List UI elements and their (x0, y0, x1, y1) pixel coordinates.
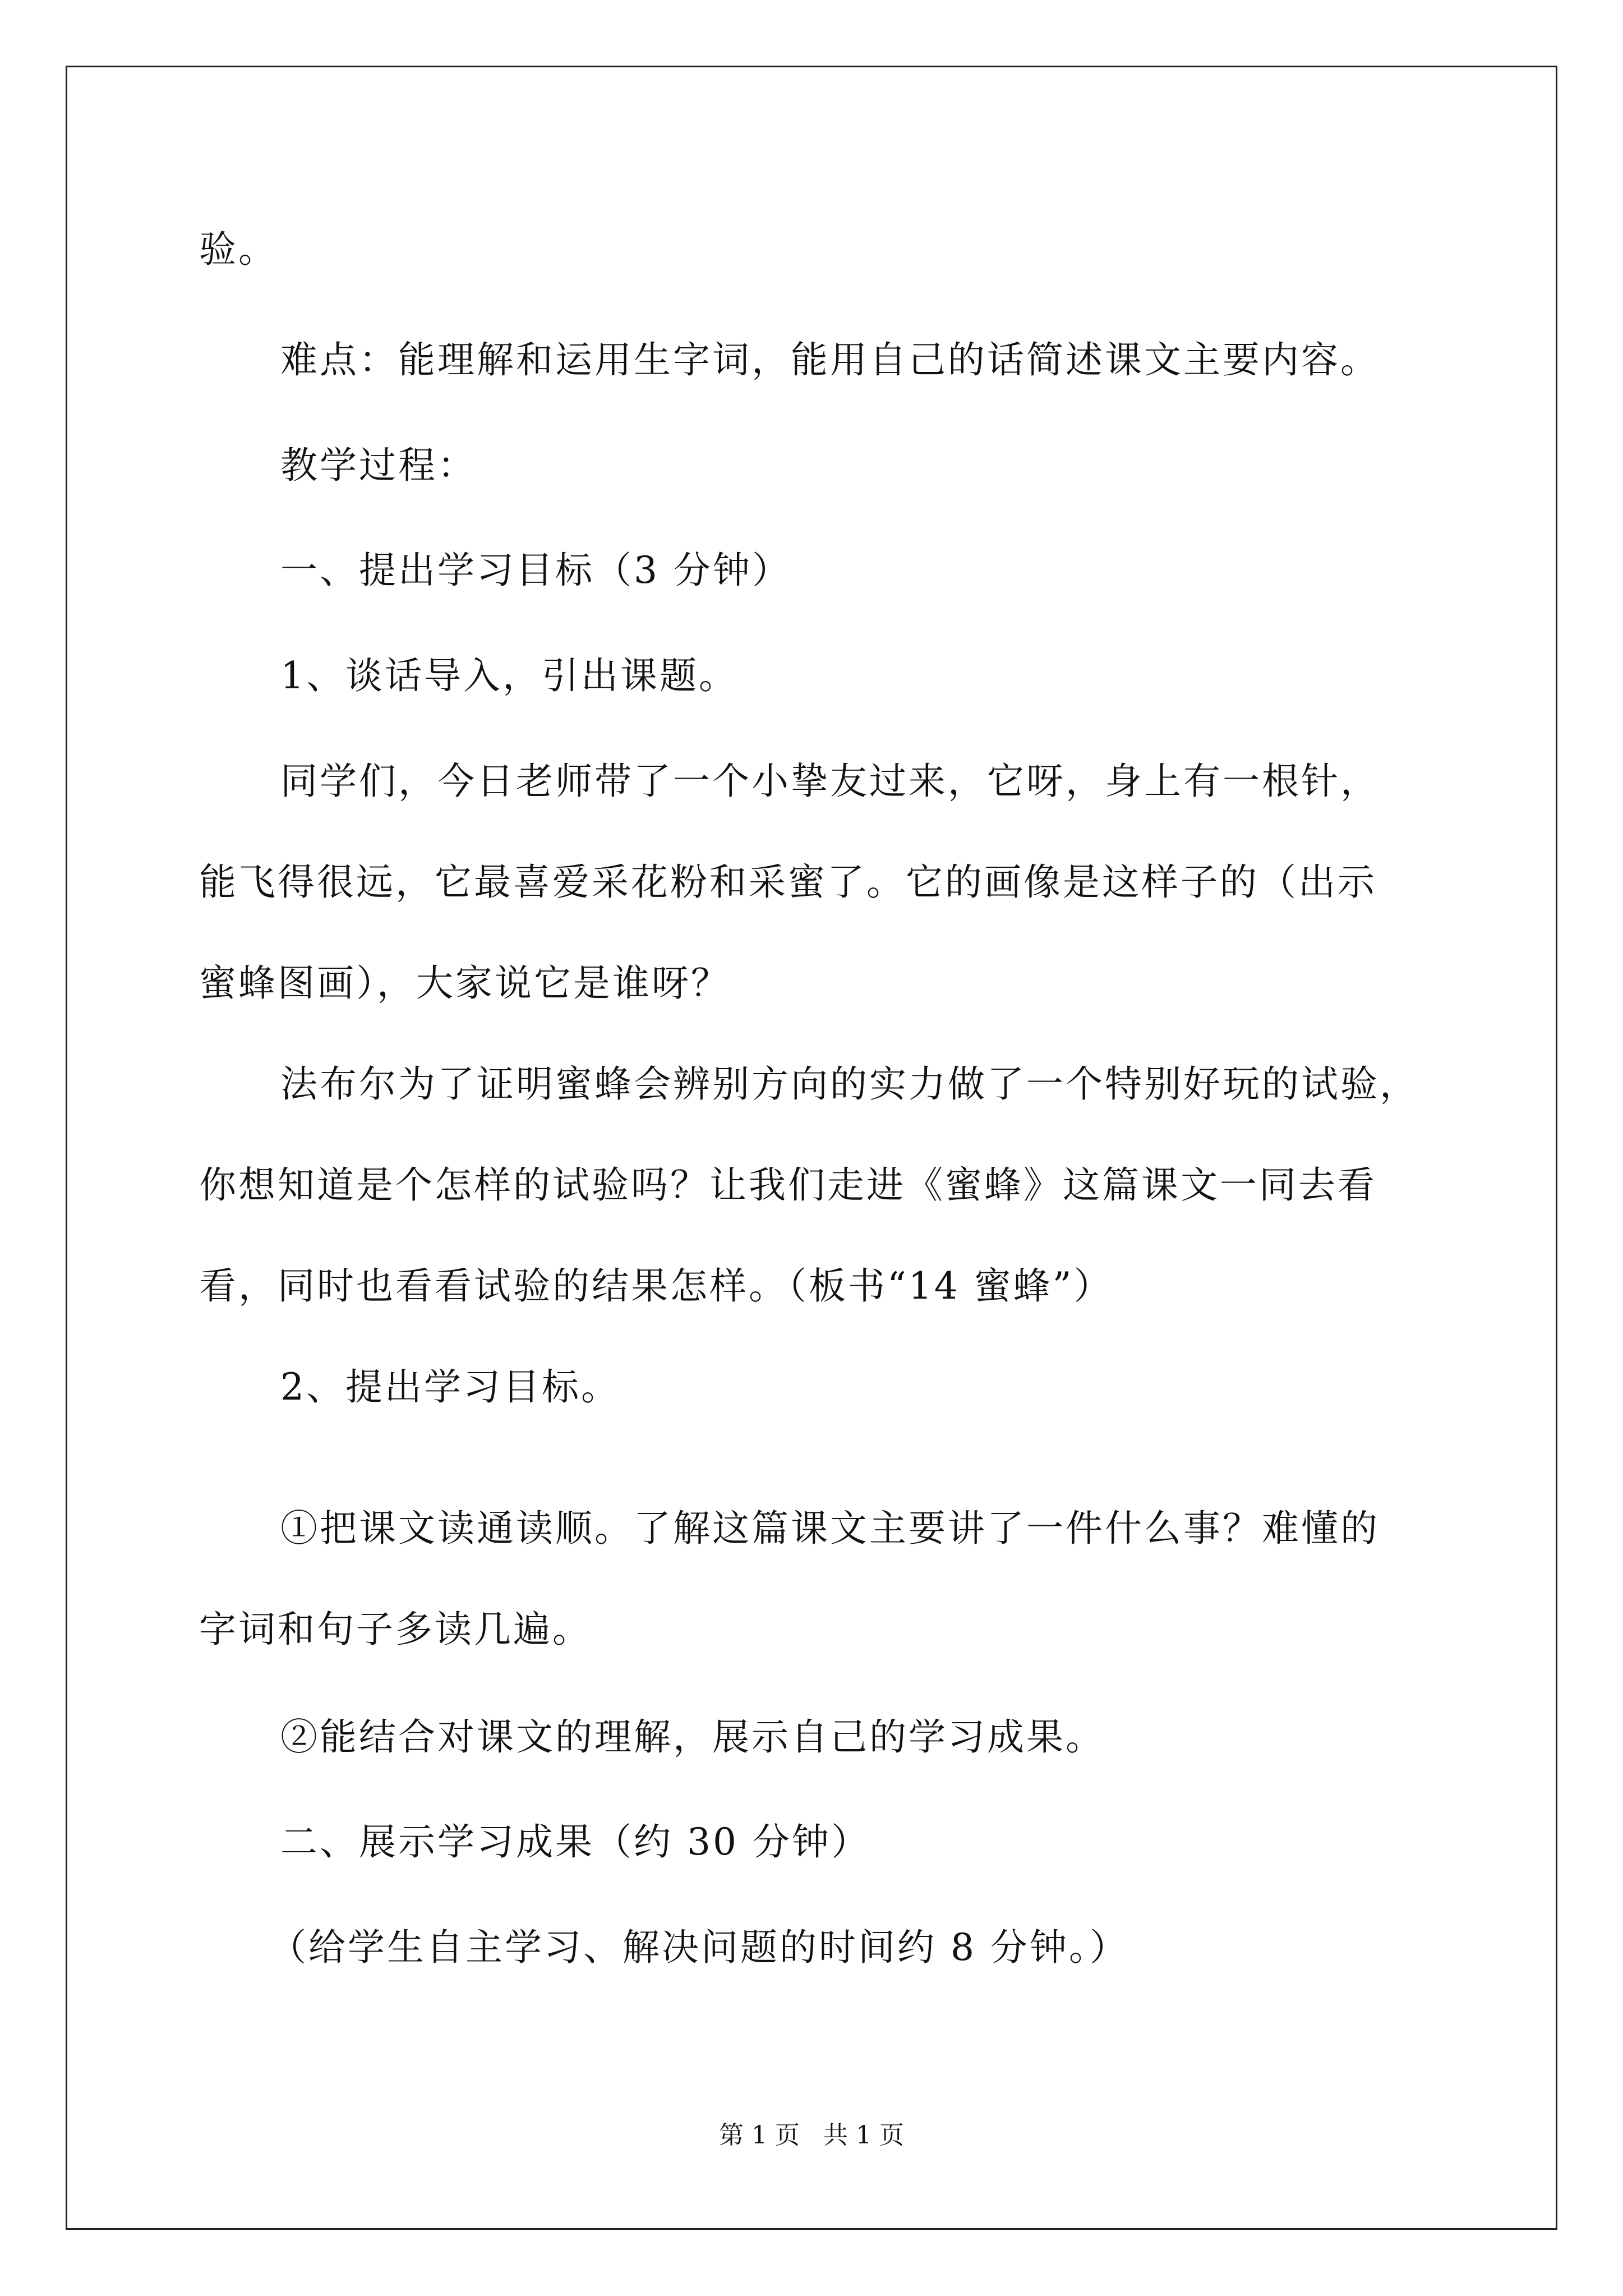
text-line: 字词和句子多读几遍。 (199, 1608, 592, 1651)
text-line: 验。 (199, 228, 278, 271)
text-line: 蜜蜂图画），大家说它是谁呀？ (199, 961, 730, 1005)
text-line: 1、谈话导入，引出课题。 (280, 654, 738, 697)
page-border (66, 66, 1557, 2230)
page-number: 第 1 页 共 1 页 (719, 2121, 904, 2150)
text-line: 二、展示学习成果（约 30 分钟） (280, 1820, 870, 1864)
text-line: 教学过程： (280, 444, 477, 487)
text-line: （给学生自主学习、解决问题的时间约 8 分钟。） (269, 1926, 1129, 1969)
text-line: 法布尔为了证明蜜蜂会辨别方向的实力做了一个特别好玩的试验， (280, 1062, 1419, 1106)
text-line: 一、提出学习目标（3 分钟） (280, 549, 791, 592)
text-line: ②能结合对课文的理解，展示自己的学习成果。 (280, 1715, 1105, 1759)
text-line: 难点：能理解和运用生字词，能用自己的话简述课文主要内容。 (280, 338, 1380, 381)
text-line: 2、提出学习目标。 (280, 1365, 620, 1409)
text-line: 同学们，今日老师带了一个小挚友过来，它呀，身上有一根针， (280, 760, 1380, 803)
text-line: ①把课文读通读顺。了解这篇课文主要讲了一件什么事？难懂的 (280, 1507, 1380, 1550)
text-line: 你想知道是个怎样的试验吗？让我们走进《蜜蜂》这篇课文一同去看 (199, 1163, 1377, 1207)
text-line: 能飞得很远，它最喜爱采花粉和采蜜了。它的画像是这样子的（出示 (199, 861, 1377, 904)
text-line: 看，同时也看看试验的结果怎样。（板书“14 蜜蜂”） (199, 1264, 1113, 1308)
